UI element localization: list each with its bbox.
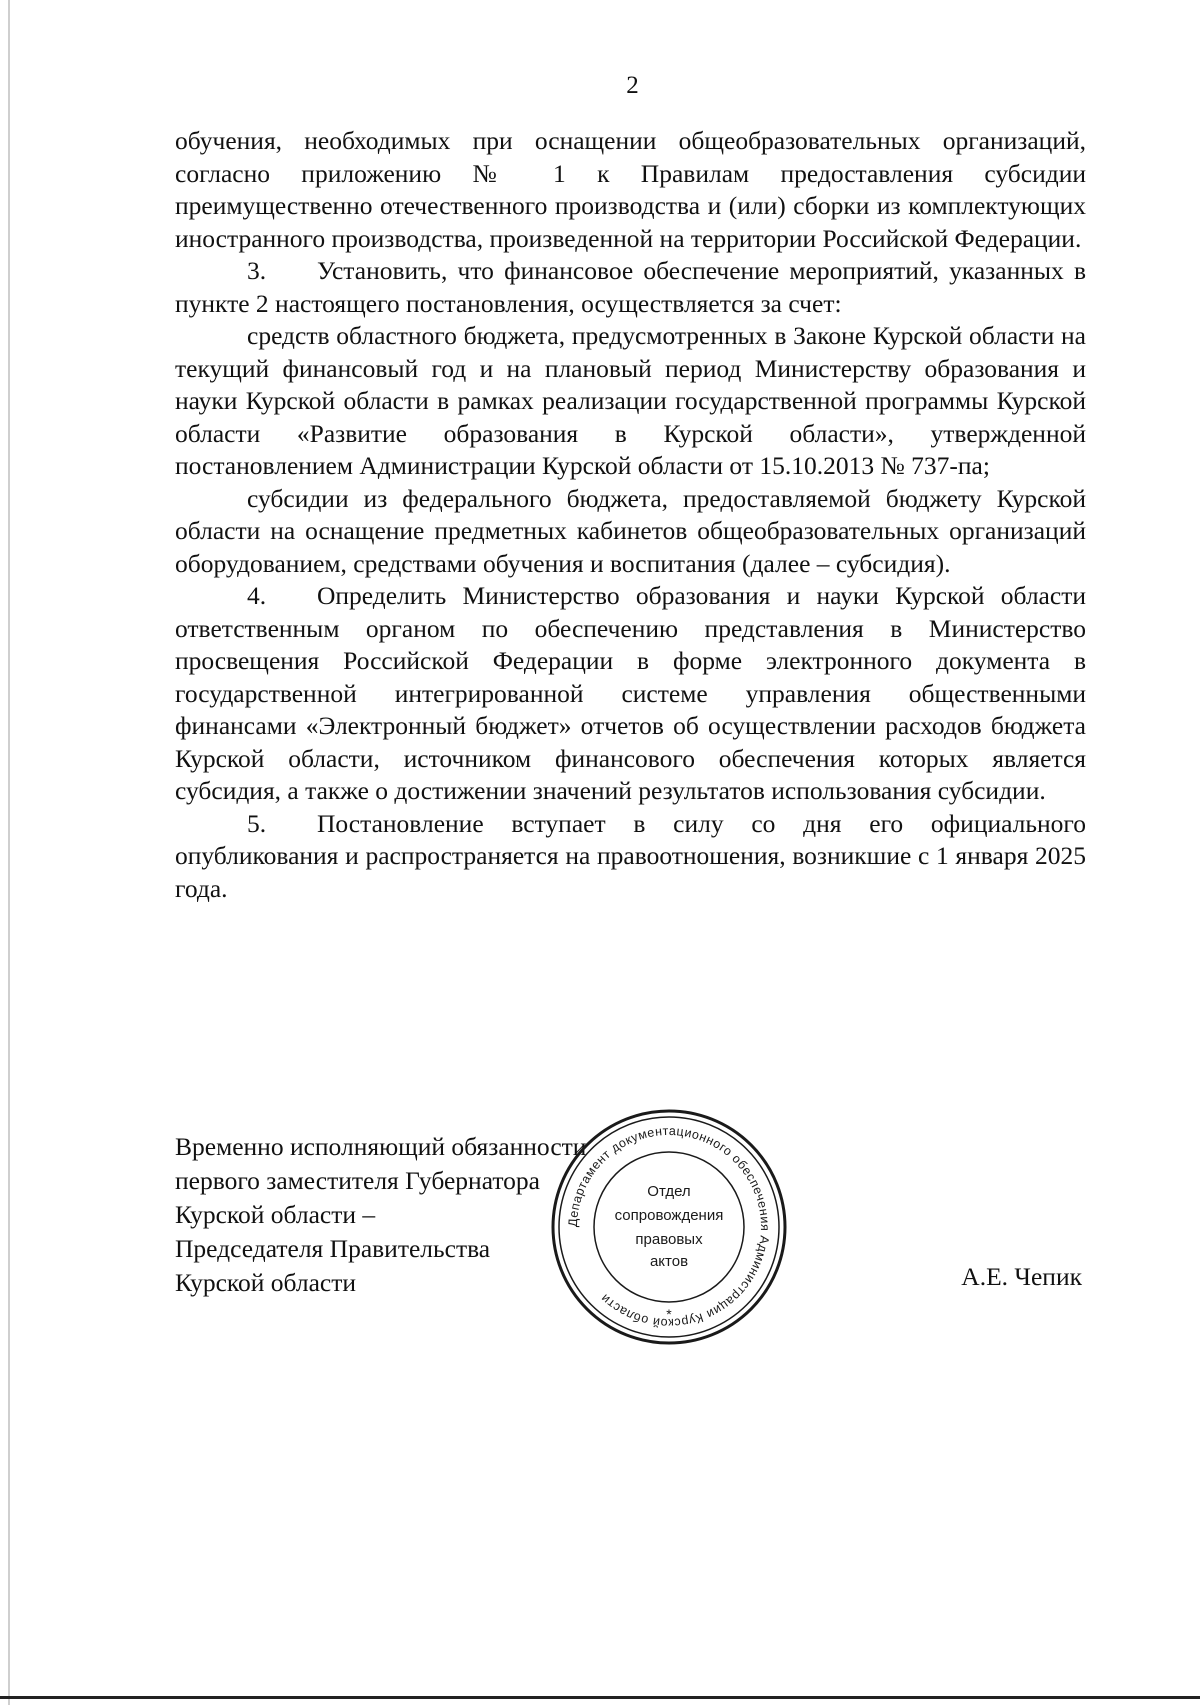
stamp-star: * <box>666 1306 672 1322</box>
paragraph-federal-subsidy <box>175 483 1086 581</box>
document-body <box>175 125 1086 905</box>
paragraph-number: 3. <box>247 256 267 285</box>
official-stamp <box>548 1106 790 1348</box>
scan-edge-left <box>8 0 10 1705</box>
signer-name: А.Е. Чепик <box>961 1262 1082 1291</box>
paragraph-number: 5. <box>247 808 267 838</box>
stamp-center-line: правовых <box>635 1231 703 1248</box>
stamp-center-line: актов <box>649 1253 689 1270</box>
stamp-center-line: сопровождения <box>614 1207 724 1224</box>
signature-line: Председателя Правительства <box>175 1234 491 1263</box>
paragraph-text: Установить, что финансовое обеспечение мероприятий, указанных в пункте 2 настоящего постановления, осуществляется за счет: <box>175 256 1086 318</box>
signature-line: Временно исполняющий обязанности <box>175 1132 587 1161</box>
signature-line: Курской области <box>175 1268 357 1297</box>
scan-edge-bottom <box>0 1696 1200 1699</box>
stamp-seal-icon <box>548 1106 790 1348</box>
signature-line: первого заместителя Губернатора <box>175 1166 540 1195</box>
stamp-center-line: Отдел <box>647 1183 691 1200</box>
paragraph-3 <box>175 255 1086 320</box>
paragraph-continuation <box>175 125 1086 255</box>
stamp-ring-text: Департамент документационного обеспечения Администрации Курской области <box>565 1123 773 1331</box>
paragraph-text: Постановление вступает в силу со дня его официального опубликования и распространяется на правоотношения, возникшие с 1 января 2025 года. <box>175 808 1086 903</box>
paragraph-regional-budget <box>175 320 1086 483</box>
signature-line: Курской области – <box>175 1200 376 1229</box>
paragraph-4 <box>175 580 1086 808</box>
paragraph-number: 4. <box>247 581 267 610</box>
signature-block <box>175 1130 586 1300</box>
paragraph-text: субсидии из федерального бюджета, предоставляемой бюджету Курской области на оснащение предметных кабинетов общеобразовательных организаций оборудованием, средствами обучения и воспитания (далее – субсидия). <box>175 483 1086 578</box>
paragraph-5 <box>175 808 1086 906</box>
paragraph-text: средств областного бюджета, предусмотренных в Законе Курской области на текущий финансовый год и на плановый период Министерству образования и науки Курской области в рамках реализации государственной программы Курской области «Развитие образования в Курской области», утвержденной постановлением Администрации Курской области от 15.10.2013 № 737-па; <box>175 321 1086 480</box>
page-number: 2 <box>626 72 639 99</box>
paragraph-text: Определить Министерство образования и науки Курской области ответственным органом по обеспечению представления в Министерство просвещения Российской Федерации в форме электронного документа в государственной интегрированной системе управления общественными финансами «Электронный бюджет» отчетов об осуществлении расходов бюджета Курской области, источником финансового обеспечения которых является субсидия, а также о достижении значений результатов использования субсидии. <box>175 581 1086 805</box>
paragraph-text: обучения, необходимых при оснащении общеобразовательных организаций, согласно приложению № 1 к Правилам предоставления субсидии преимущественно отечественного производства и (или) сборки из комплектующих иностранного производства, произведенной на территории Российской Федерации. <box>175 126 1086 253</box>
